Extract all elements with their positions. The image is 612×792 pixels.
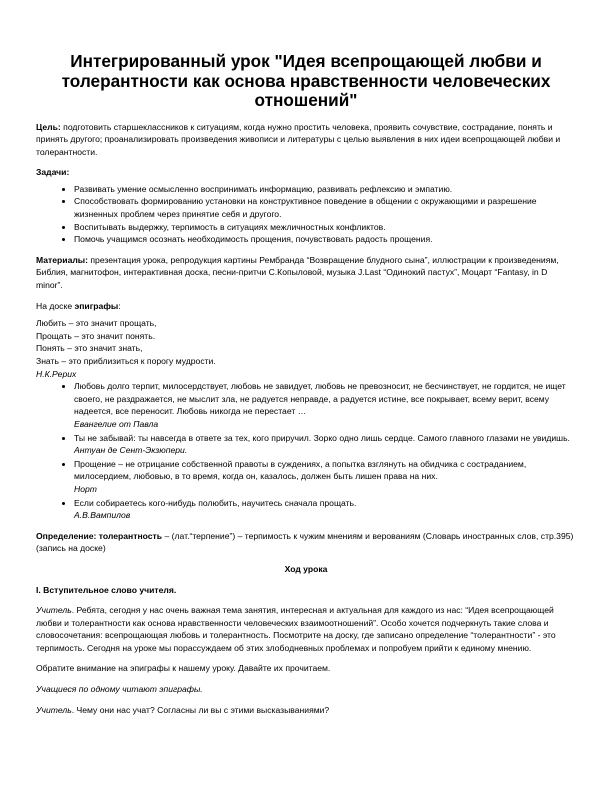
list-item — [74, 497, 576, 522]
list-item: • Развивать умение осмысленно воспринимать информацию, развивать рефлексию и эмпатию. — [74, 183, 576, 196]
materials-label: Материалы: — [36, 254, 89, 265]
tasks-list — [36, 183, 576, 246]
quote-source: Евангелие от Павла — [74, 418, 159, 429]
materials-paragraph — [36, 254, 576, 292]
epigraphs-label: эпиграфы — [74, 300, 119, 311]
definition-text: – (лат.“терпение”) – терпимость к чужим мнениям и верованиям (Словарь иностранных слов, стр.395) (запись на доске) — [36, 530, 574, 554]
list-item: • Помочь учащимся осознать необходимость прощения, почувствовать радость прощения. — [74, 233, 576, 246]
definition-paragraph — [36, 530, 576, 555]
list-item: • Способствовать формированию установки на конструктивное поведение в общении с окружающими и разрешение жизненных проблем через принятие себя и другого. — [74, 195, 576, 220]
attention-paragraph: Обратите внимание на эпиграфы к нашему уроку. Давайте их прочитаем. — [36, 663, 331, 674]
document-title: Интегрированный урок "Идея всепрощающей любви и толерантности как основа нравственности человеческих отношений" — [61, 51, 551, 110]
teacher-paragraph — [36, 604, 576, 654]
goal-text: подготовить старшеклассников к ситуациям, когда нужно простить человека, проявить сочувствие, сострадание, понять и принять другого; проанализировать произведения живописи и литературы с целью выявления в них идеи всепрощающей любви и толерантности. — [36, 121, 561, 157]
poem-line: Понять – это значит знать, — [36, 343, 143, 354]
definition-label: Определение: толерантность — [36, 530, 163, 541]
section-heading — [36, 584, 576, 597]
tasks-label: Задачи: — [36, 167, 70, 178]
document-page — [36, 52, 576, 716]
quote-source: А.В.Вампилов — [74, 510, 131, 521]
epigraph-quotes-list — [36, 380, 576, 522]
teacher-paragraph — [36, 704, 576, 717]
quote-text: Ты не забывай: ты навсегда в ответе за тех, кого приручил. Зорко одно лишь сердце. Самого главного глазами не увидишь. — [74, 432, 570, 443]
epigraphs-intro-text: На доске — [36, 300, 75, 311]
materials-text: презентация урока, репродукция картины Рембранда “Возвращение блудного сына”, иллюстрации к произведениям, Библия, магнитофон, интерактивная доска, песни-притчи С.Копыловой, музыка J.Last “Одинокий пастух”, Моцарт “Fantasy, in D minor”. — [36, 254, 559, 291]
students-read-paragraph: Учащиеся по одному читают эпиграфы. — [36, 684, 203, 695]
epigraphs-colon: : — [118, 300, 121, 311]
poem-line: Любить – это значит прощать, — [36, 318, 157, 329]
goal-label: Цель: — [36, 121, 61, 132]
lesson-heading-text: Ход урока — [284, 563, 328, 574]
poem-line: Прощать – это значит понять. — [36, 330, 156, 341]
poem-line: Знать – это приблизиться к порогу мудрости. — [36, 356, 216, 366]
list-item — [74, 380, 576, 430]
quote-text: Любовь долго терпит, милосердствует, любовь не завидует, любовь не превозносит, не бесчинствует, не гордится, не ищет своего, не раздражается, не мыслит зла, не радуется неправде, а радуется истине, все покрывает, всему верит, всему надеется, все переносит. Любовь никогда не перестает … — [74, 381, 566, 417]
list-item — [74, 432, 576, 457]
lesson-heading — [36, 563, 576, 576]
list-item — [74, 458, 576, 496]
teacher-label: Учитель — [36, 704, 72, 715]
section-heading-text: I. Вступительное слово учителя. — [36, 584, 177, 595]
quote-text: Прощение – не отрицание собственной правоты в суждениях, а попытка взглянуть на обидчика с состраданием, милосердием, любовью, в то время, когда он, казалось, должен быть лишен права на них. — [74, 458, 527, 482]
epigraphs-intro — [36, 300, 576, 313]
quote-source: Норт — [74, 483, 97, 494]
tasks-heading — [36, 166, 576, 179]
teacher-text: . Чему они нас учат? Согласны ли вы с этими высказываниями? — [71, 704, 330, 715]
goal-paragraph — [36, 121, 576, 159]
teacher-label: Учитель — [36, 605, 72, 616]
teacher-text: . Ребята, сегодня у нас очень важная тема занятия, интересная и актуальная для каждого из нас: “Идея всепрощающей любви и толерантности как основа нравственности человеческих взаимоотношений”. Особо хочется подчеркнуть такие слова и словосочетания: всепрощающая любовь и толерантность. Посмотрите на доску, где записано определение “толерантности” - это терпимость. Сегодня на уроке мы порассуждаем об этих злободневных проблемах и попробуем прийти к единому мнению. — [36, 605, 556, 653]
list-item: • Воспитывать выдержку, терпимость в ситуациях межличностных конфликтов. — [74, 221, 576, 234]
quote-text: Если собираетесь кого-нибудь полюбить, научитесь сначала прощать. — [74, 497, 357, 508]
poem-author: Н.К.Рерих — [36, 368, 77, 379]
quote-source: Антуан де Сент-Экзюпери. — [74, 445, 188, 456]
